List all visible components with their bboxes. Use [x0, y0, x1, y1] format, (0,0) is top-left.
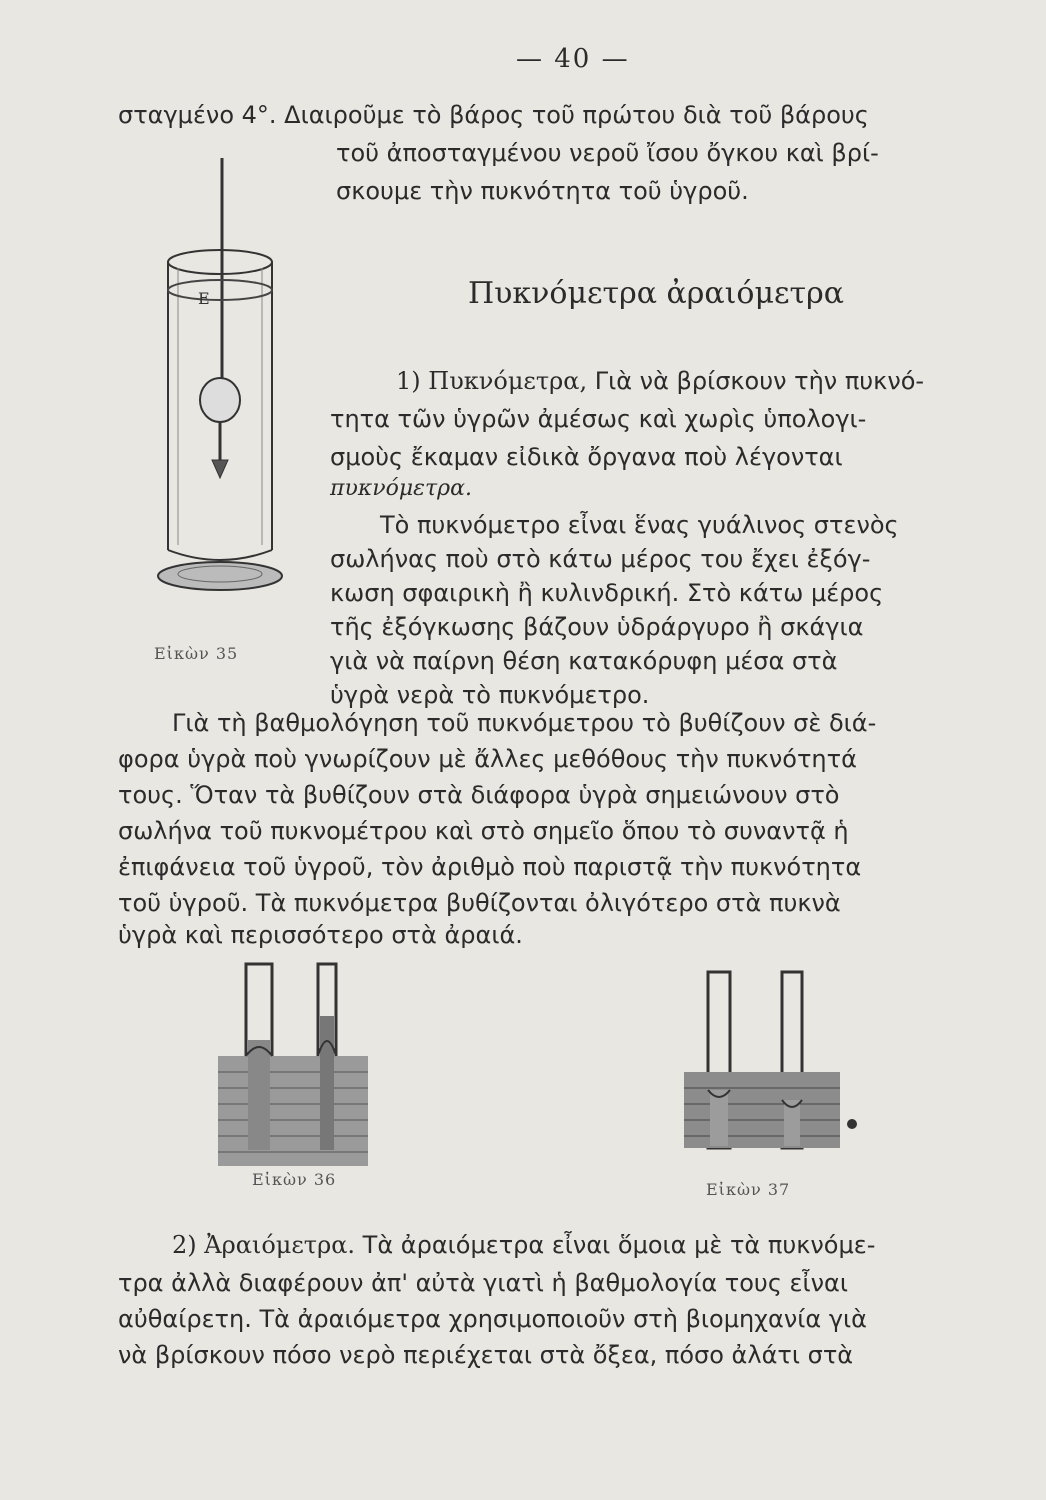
text-line: ἐπιφάνεια τοῦ ὑγροῦ, τὸν ἀριθμὸ ποὺ παριστᾷ τὴν πυκνότητα	[118, 853, 862, 881]
text-line: σωλήνα τοῦ πυκνομέτρου καὶ στὸ σημεῖο ὅπου τὸ συναντᾷ ἡ	[118, 817, 849, 845]
text-line: τους. Ὅταν τὰ βυθίζουν στὰ διάφορα ὑγρὰ σημειώνουν στὸ	[118, 781, 840, 809]
text-line: σωλήνας ποὺ στὸ κάτω μέρος του ἔχει ἐξόγ-	[330, 545, 871, 573]
text-line: τοῦ ἀποσταγμένου νεροῦ ἴσου ὄγκου καὶ βρί-	[336, 139, 879, 167]
text-line: Τὸ πυκνόμετρο εἶναι ἕνας γυάλινος στενὸς	[380, 511, 899, 539]
figure-37-capillary-depression	[680, 968, 870, 1168]
text-line: αὐθαίρετη. Τὰ ἀραιόμετρα χρησιμοποιοῦν στὴ βιομηχανία γιὰ	[118, 1305, 867, 1333]
text-line: φορα ὑγρὰ ποὺ γνωρίζουν μὲ ἄλλες μεθόθους τὴν πυκνότητά	[118, 745, 857, 773]
figure-36-capillary-rise	[210, 960, 380, 1170]
text-line: γιὰ νὰ παίρνη θέση κατακόρυφη μέσα στὰ	[330, 647, 838, 675]
text-line: τητα τῶν ὑγρῶν ἀμέσως καὶ χωρὶς ὑπολογι-	[330, 405, 867, 433]
text-line: Γιὰ τὴ βαθμολόγηση τοῦ πυκνόμετρου τὸ βυθίζουν σὲ διά-	[172, 709, 877, 737]
text-line: ὑγρὰ νερὰ τὸ πυκνόμετρο.	[330, 681, 650, 709]
text-line: τρα ἀλλὰ διαφέρουν ἀπ' αὐτὰ γιατὶ ἡ βαθμολογία τους εἶναι	[118, 1269, 848, 1297]
text-line: σταγμένο 4°. Διαιροῦμε τὸ βάρος τοῦ πρώτου διὰ τοῦ βάρους	[118, 101, 869, 129]
figure-35-hydrometer	[140, 150, 300, 610]
text-line: ὑγρὰ καὶ περισσότερο στὰ ἀραιά.	[118, 921, 523, 949]
text-line: κωση σφαιρικὴ ἢ κυλινδρική. Στὸ κάτω μέρος	[330, 579, 884, 607]
text-line: νὰ βρίσκουν πόσο νερὸ περιέχεται στὰ ὄξεα, πόσο ἀλάτι στὰ	[118, 1341, 854, 1369]
text-line: σμοὺς ἔκαμαν εἰδικὰ ὄργανα ποὺ λέγονται	[330, 443, 843, 471]
figure-36-caption: Εἰκὼν 36	[252, 1170, 337, 1189]
figure-35-caption: Εἰκὼν 35	[154, 644, 239, 663]
section-1-text: Γιὰ νὰ βρίσκουν τὴν πυκνό-	[594, 367, 925, 395]
text-line: τῆς ἐξόγκωσης βάζουν ὑδράργυρο ἢ σκάγια	[330, 613, 864, 641]
section-2-text: Τὰ ἀραιόμετρα εἶναι ὅμοια μὲ τὰ πυκνόμε-	[362, 1231, 876, 1259]
section-heading: Πυκνόμετρα ἀραιόμετρα	[468, 276, 845, 311]
term-pyknometra: πυκνόμετρα.	[330, 476, 472, 501]
text-line: σκουμε τὴν πυκνότητα τοῦ ὑγροῦ.	[336, 177, 749, 205]
section-1-label: 1) Πυκνόμετρα,	[396, 367, 588, 395]
text-line: τοῦ ὑγροῦ. Τὰ πυκνόμετρα βυθίζονται ὀλιγότερο στὰ πυκνὰ	[118, 889, 841, 917]
figure-37-caption: Εἰκὼν 37	[706, 1180, 791, 1199]
text-line	[172, 1228, 875, 1262]
section-2-label: 2) Ἀραιόμετρα.	[172, 1231, 356, 1259]
text-line	[396, 364, 924, 398]
page-number: — 40 —	[516, 44, 630, 74]
vessel-label: E	[198, 289, 210, 308]
